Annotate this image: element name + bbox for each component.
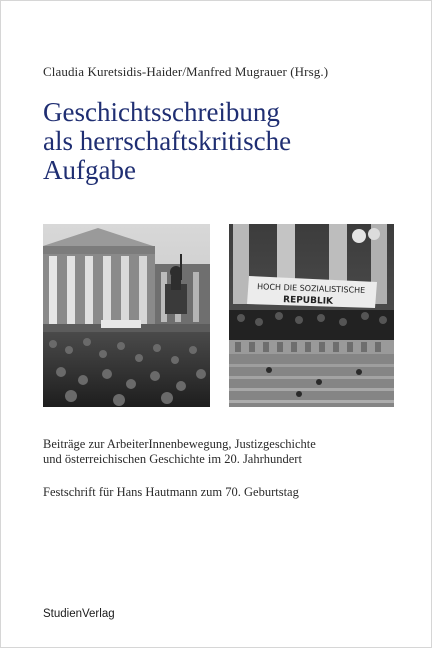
subtitle-line: Beiträge zur ArbeiterInnenbewegung, Justizgeschichte xyxy=(43,437,316,451)
book-subtitle xyxy=(43,437,403,467)
title-line: Aufgabe xyxy=(43,155,136,185)
banner-demonstration-photo xyxy=(229,224,394,407)
banner-text-line1: HOCH DIE SOZIALISTISCHE xyxy=(256,282,366,295)
title-line: Geschichtsschreibung xyxy=(43,97,280,127)
publisher-logo: StudienVerlag xyxy=(43,608,115,620)
subtitle-line: und österreichischen Geschichte im 20. Jahrhundert xyxy=(43,452,302,466)
parliament-crowd-photo xyxy=(43,224,210,407)
festschrift-note: Festschrift für Hans Hautmann zum 70. Geburtstag xyxy=(43,485,299,499)
banner-text-line2: REPUBLIK xyxy=(282,295,334,307)
title-line: als herrschaftskritische xyxy=(43,126,292,156)
editors-line: Claudia Kuretsidis-Haider/Manfred Mugrauer (Hrsg.) xyxy=(43,64,329,79)
book-title xyxy=(43,98,403,185)
